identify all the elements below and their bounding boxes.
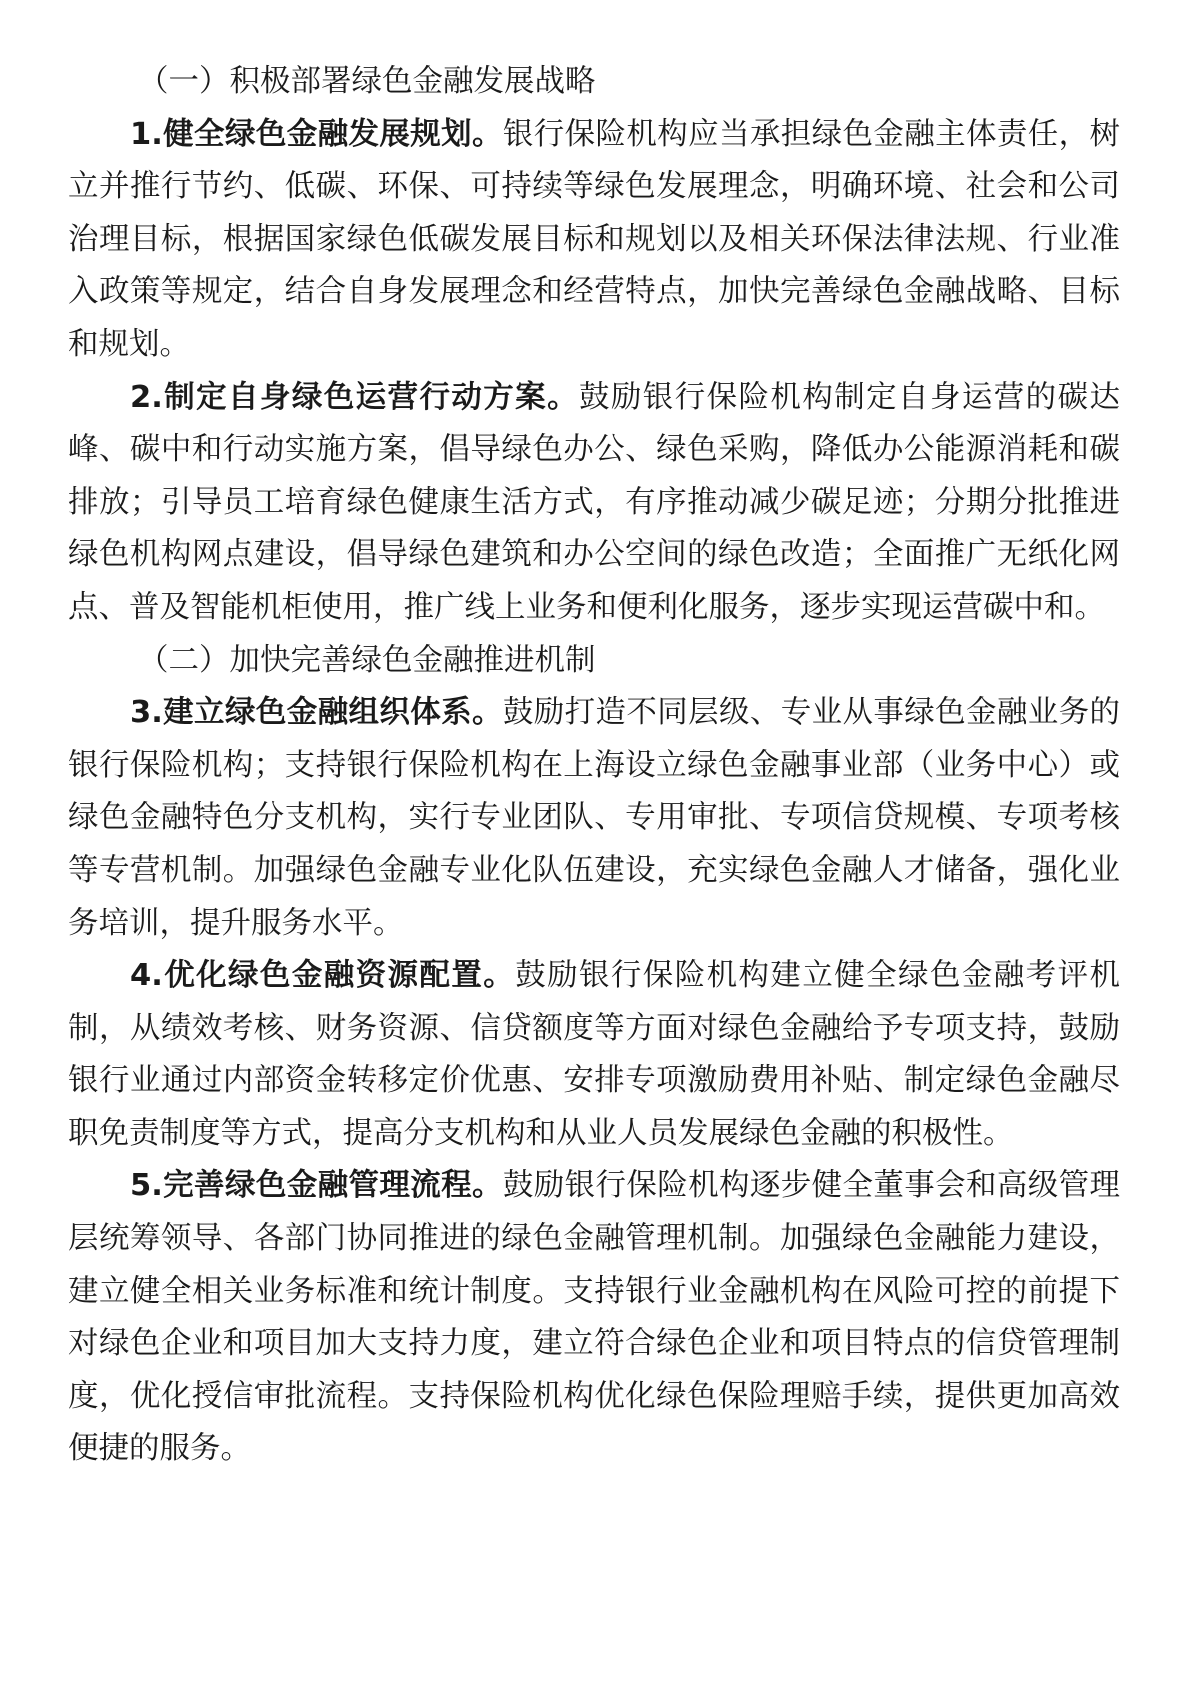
paragraph-body: 鼓励银行保险机构建立健全绿色金融考评机制，从绩效考核、财务资源、信贷额度等方面对绿色金融给予专项支持，鼓励银行业通过内部资金转移定价优惠、安排专项激励费用补贴、制定绿色金融尽职免责制度等方式，提高分支机构和从业人员发展绿色金融的积极性。 [68,958,1120,1151]
paragraph-body: 鼓励银行保险机构逐步健全董事会和高级管理层统筹领导、各部门协同推进的绿色金融管理机制。加强绿色金融能力建设，建立健全相关业务标准和统计制度。支持银行业金融机构在风险可控的前提下对绿色企业和项目加大支持力度，建立符合绿色企业和项目特点的信贷管理制度，优化授信审批流程。支持保险机构优化绿色保险理赔手续，提供更加高效便捷的服务。 [68,1168,1121,1467]
paragraph-1 [68,109,1120,372]
paragraph-lead: 4.优化绿色金融资源配置。 [130,958,516,994]
paragraph-lead: 5.完善绿色金融管理流程。 [130,1168,503,1204]
paragraph-lead: 1.健全绿色金融发展规划。 [130,116,503,152]
paragraph-3 [68,687,1120,950]
paragraph-body: 鼓励银行保险机构制定自身运营的碳达峰、碳中和行动实施方案，倡导绿色办公、绿色采购，降低办公能源消耗和碳排放；引导员工培育绿色健康生活方式，有序推动减少碳足迹；分期分批推进绿色机构网点建设，倡导绿色建筑和办公空间的绿色改造；全面推广无纸化网点、普及智能机柜使用，推广线上业务和便利化服务，逐步实现运营碳中和。 [68,379,1120,625]
paragraph-4 [68,950,1120,1160]
paragraph-lead: 2.制定自身绿色运营行动方案。 [130,379,579,415]
paragraph-body: 银行保险机构应当承担绿色金融主体责任，树立并推行节约、低碳、环保、可持续等绿色发展理念，明确环境、社会和公司治理目标，根据国家绿色低碳发展目标和规划以及相关环保法律法规、行业准入政策等规定，结合自身发展理念和经营特点，加快完善绿色金融战略、目标和规划。 [68,116,1121,362]
paragraph-body: 鼓励打造不同层级、专业从事绿色金融业务的银行保险机构；支持银行保险机构在上海设立绿色金融事业部（业务中心）或绿色金融特色分支机构，实行专业团队、专用审批、专项信贷规模、专项考核等专营机制。加强绿色金融专业化队伍建设，充实绿色金融人才储备，强化业务培训，提升服务水平。 [68,695,1121,941]
paragraph-5 [68,1160,1120,1476]
section-heading-1: （一）积极部署绿色金融发展战略 [138,64,596,99]
paragraph-2 [68,372,1120,635]
document-page [68,56,1120,1476]
paragraph-lead: 3.建立绿色金融组织体系。 [130,695,503,731]
section-heading-2: （二）加快完善绿色金融推进机制 [138,642,596,678]
